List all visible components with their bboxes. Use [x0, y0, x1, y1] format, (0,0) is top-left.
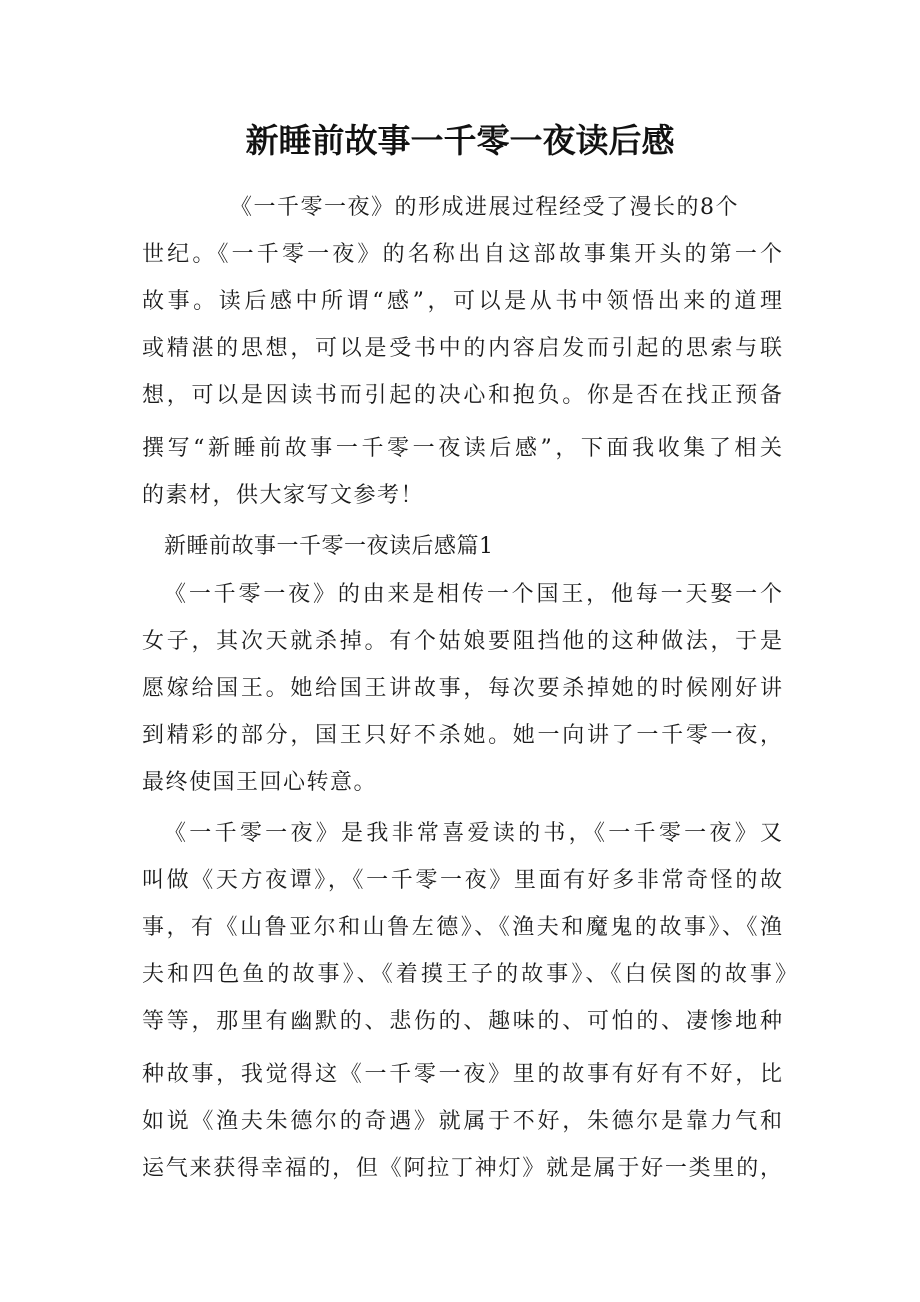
paragraph-line: 《一千零一夜》是我非常喜爱读的书，《一千零一夜》又: [164, 821, 782, 846]
paragraph-line: 如说《渔夫朱德尔的奇遇》就属于不好，朱德尔是靠力气和: [142, 1109, 782, 1134]
intro-line: 故事。读后感中所谓“感”，可以是从书中领悟出来的道理: [142, 289, 782, 314]
paragraph-line: 最终使国王回心转意。: [142, 770, 378, 795]
intro-line: 或精湛的思想，可以是受书中的内容启发而引起的思索与联: [142, 336, 782, 361]
page-title: 新睡前故事一千零一夜读后感: [245, 121, 675, 160]
intro-line: 的素材，供大家写文参考！: [142, 483, 425, 508]
intro-line: 世纪。《一千零一夜》的名称出自这部故事集开头的第一个: [142, 242, 782, 267]
paragraph-line: 夫和四色鱼的故事》、《着摸王子的故事》、《白侯图的故事》: [142, 962, 797, 987]
paragraph-line: 《一千零一夜》的由来是相传一个国王，他每一天娶一个: [164, 582, 782, 607]
intro-line: 《一千零一夜》的形成进展过程经受了漫长的8个: [230, 195, 739, 220]
paragraph-line: 事，有《山鲁亚尔和山鲁左德》、《渔夫和魔鬼的故事》、《渔: [142, 915, 782, 940]
section-heading: 新睡前故事一千零一夜读后感篇1: [164, 534, 494, 559]
paragraph-line: 等等，那里有幽默的、悲伤的、趣味的、可怕的、凄惨地种: [142, 1009, 782, 1034]
paragraph-line: 叫做《天方夜谭》，《一千零一夜》里面有好多非常奇怪的故: [142, 868, 782, 893]
paragraph-line: 运气来获得幸福的，但《阿拉丁神灯》就是属于好一类里的，: [142, 1156, 782, 1181]
intro-line: 撰写“新睡前故事一千零一夜读后感”，下面我收集了相关: [142, 436, 782, 461]
paragraph-line: 愿嫁给国王。她给国王讲故事，每次要杀掉她的时候刚好讲: [142, 676, 782, 701]
intro-line: 想，可以是因读书而引起的决心和抱负。你是否在找正预备: [142, 383, 782, 408]
paragraph-line: 到精彩的部分，国王只好不杀她。她一向讲了一千零一夜，: [142, 723, 782, 748]
paragraph-line: 女子，其次天就杀掉。有个姑娘要阻挡他的这种做法，于是: [142, 629, 782, 654]
paragraph-line: 种故事，我觉得这《一千零一夜》里的故事有好有不好，比: [142, 1062, 782, 1087]
